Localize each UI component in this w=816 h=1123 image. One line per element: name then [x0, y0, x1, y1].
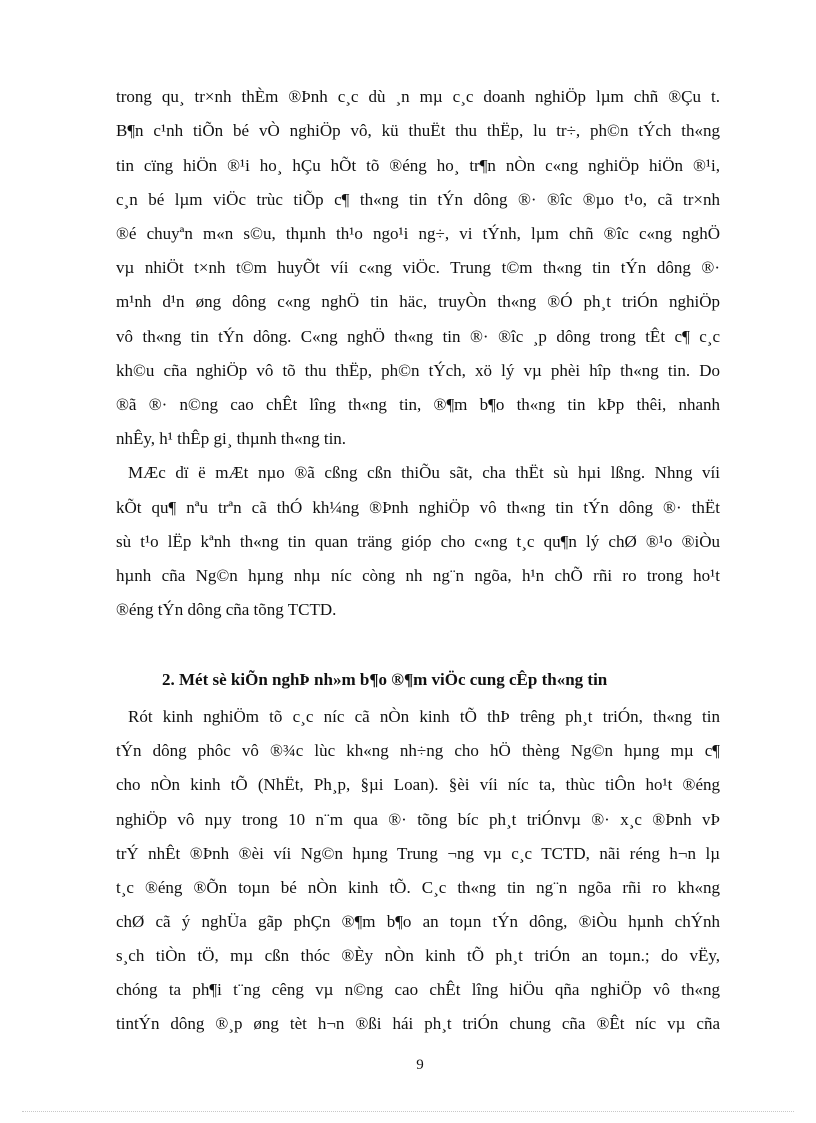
paragraph-1-line-6: vµ nhiÖt t×nh t©m huyÕt víi c«ng viÖc. Trung t©m th«ng tin tÝn dông ®· [116, 258, 720, 277]
section-heading: 2. Mét sè kiÕn nghÞ nh»m b¶o ®¶m viÖc cung cÊp th«ng tin [162, 670, 608, 689]
paragraph-3-line-8: s¸ch tiÒn tÖ, mµ cßn thóc ®Èy nÒn kinh tÕ ph¸t triÓn an toµn.; do vËy, [116, 946, 720, 965]
paragraph-3-line-1: Rót kinh nghiÖm tõ c¸c níc cã nÒn kinh tÕ thÞ trêng ph¸t triÓn, th«ng tin [128, 707, 720, 726]
paragraph-3-line-9: chóng ta ph¶i t¨ng cêng vµ n©ng cao chÊt lîng hiÖu qña nghiÖp vô th«ng [116, 980, 720, 999]
page-number: 9 [416, 1057, 424, 1073]
paragraph-3-line-2: tÝn dông phôc vô ®¾c lùc kh«ng nh÷ng cho hÖ thèng Ng©n hµng mµ c¶ [116, 741, 720, 760]
paragraph-3-line-10: tintÝn dông ®¸p øng tèt h¬n ®ßi hái ph¸t triÓn chung cña ®Êt níc vµ cña [116, 1014, 720, 1033]
footer-divider [22, 1111, 794, 1112]
paragraph-2-line-5: ®éng tÝn dông cña tõng TCTD. [116, 600, 337, 619]
paragraph-2-line-2: kÕt qu¶ nªu trªn cã thÓ kh¼ng ®Þnh nghiÖp vô th«ng tin tÝn dông ®· thËt [116, 498, 720, 517]
paragraph-1-line-7: m¹nh d¹n øng dông c«ng nghÖ tin häc, truyÒn th«ng ®Ó ph¸t triÓn nghiÖp [116, 292, 720, 311]
paragraph-2-line-4: hµnh cña Ng©n hµng nhµ níc còng nh ng¨n ngõa, h¹n chÕ rñi ro trong ho¹t [116, 566, 720, 585]
paragraph-1-line-9: kh©u cña nghiÖp vô tõ thu thËp, ph©n tÝch, xö lý vµ phèi hîp th«ng tin. Do [116, 361, 720, 380]
paragraph-1-line-2: B¶n c¹nh tiÕn bé vÒ nghiÖp vô, kü thuËt thu thËp, lu tr÷, ph©n tÝch th«ng [116, 121, 720, 140]
paragraph-1-line-3: tin cïng hiÖn ®¹i ho¸ hÇu hÕt tõ ®éng ho¸ tr¶n nÒn c«ng nghiÖp hiÖn ®¹i, [116, 156, 720, 175]
paragraph-2-line-1: MÆc dï ë mÆt nµo ®ã cßng cßn thiÕu sãt, cha thËt sù hµi lßng. Nhng víi [128, 463, 720, 482]
paragraph-3-line-7: chØ cã ý nghÜa gãp phÇn ®¶m b¶o an toµn tÝn dông, ®iÒu hµnh chÝnh [116, 912, 720, 931]
paragraph-3-line-6: t¸c ®éng ®Õn toµn bé nÒn kinh tÕ. C¸c th«ng tin ng¨n ngõa rñi ro kh«ng [116, 878, 720, 897]
paragraph-1-line-8: vô th«ng tin tÝn dông. C«ng nghÖ th«ng tin ®· ®îc ¸p dông trong tÊt c¶ c¸c [116, 327, 720, 346]
paragraph-3-line-3: cho nÒn kinh tÕ (NhËt, Ph¸p, §µi Loan). §èi víi níc ta, thùc tiÔn ho¹t ®éng [116, 775, 720, 794]
paragraph-1-line-10: ®ã ®· n©ng cao chÊt lîng th«ng tin, ®¶m b¶o th«ng tin kÞp thêi, nhanh [116, 395, 720, 414]
paragraph-3-line-5: trÝ nhÊt ®Þnh ®èi víi Ng©n hµng Trung ¬ng vµ c¸c TCTD, nãi réng h¬n lµ [116, 844, 720, 863]
paragraph-3-line-4: nghiÖp vô nµy trong 10 n¨m qua ®· tõng bíc ph¸t triÓnvµ ®· x¸c ®Þnh vÞ [116, 810, 720, 829]
paragraph-1-line-5: ®é chuyªn m«n s©u, thµnh th¹o ngo¹i ng÷, vi tÝnh, lµm chñ ®îc c«ng nghÖ [116, 224, 720, 243]
paragraph-2-line-3: sù t¹o lËp kªnh th«ng tin quan träng gióp cho c«ng t¸c qu¶n lý chØ ®¹o ®iÒu [116, 532, 720, 551]
paragraph-1-line-1: trong qu¸ tr×nh thÈm ®Þnh c¸c dù ¸n mµ c¸c doanh nghiÖp lµm chñ ®Çu t. [116, 87, 720, 106]
paragraph-1-line-11: nhÊy, h¹ thÊp gi¸ thµnh th«ng tin. [116, 429, 347, 448]
paragraph-1-line-4: c¸n bé lµm viÖc trùc tiÕp c¶ th«ng tin tÝn dông ®· ®îc ®µo t¹o, cã tr×nh [116, 190, 720, 209]
